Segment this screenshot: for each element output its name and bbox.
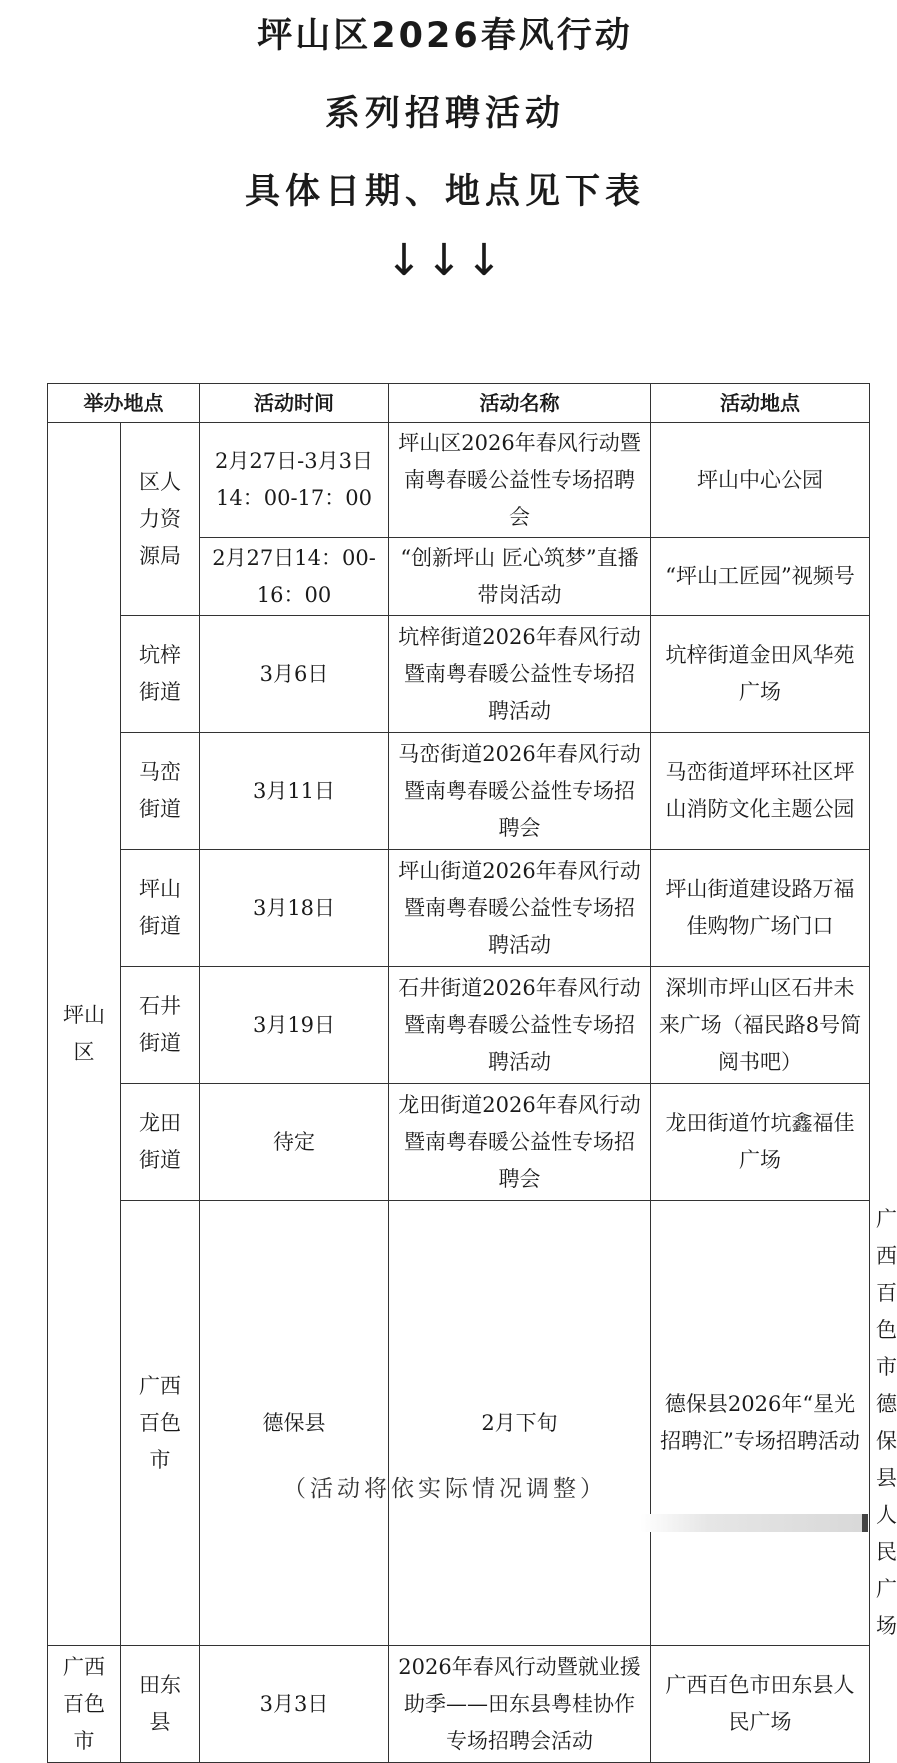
sub-unit: 坪山街道 [121, 850, 200, 967]
group-baise: 广西百色市 [48, 1646, 121, 1763]
header-time: 活动时间 [200, 384, 389, 423]
activity-time: 3月6日 [200, 616, 389, 733]
table-row [48, 967, 870, 1084]
table-row [48, 850, 870, 967]
title-line-2: 系列招聘活动 [324, 94, 565, 134]
activity-venue: 深圳市坪山区石井未来广场（福民路8号简阅书吧） [651, 967, 870, 1084]
scrollbar-thumb[interactable] [862, 1514, 868, 1532]
activity-name: “创新坪山 匠心筑梦”直播带岗活动 [389, 538, 651, 616]
table-row [48, 1646, 870, 1763]
table-row [48, 733, 870, 850]
activity-name: 坪山街道2026年春风行动暨南粤春暖公益性专场招聘活动 [389, 850, 651, 967]
sub-unit: 马峦街道 [121, 733, 200, 850]
down-arrow-icon: ↓ [385, 235, 425, 286]
activity-time: 3月3日 [200, 1646, 389, 1763]
header-venue: 活动地点 [651, 384, 870, 423]
sub-unit: 石井街道 [121, 967, 200, 1084]
title-line-3: 具体日期、地点见下表 [244, 172, 645, 212]
horizontal-scrollbar[interactable] [640, 1514, 868, 1532]
table-row [48, 1084, 870, 1201]
activity-time: 2月27日14：00-16：00 [200, 538, 389, 616]
activity-venue: 坑梓街道金田风华苑广场 [651, 616, 870, 733]
activity-name: 石井街道2026年春风行动暨南粤春暖公益性专场招聘活动 [389, 967, 651, 1084]
down-arrow-icon: ↓ [425, 235, 465, 286]
sub-unit: 德保县 [200, 1201, 389, 1646]
table-row [48, 423, 870, 538]
header-name: 活动名称 [389, 384, 651, 423]
activity-time: 2月27日-3月3日 14：00-17：00 [200, 423, 389, 538]
activity-venue: 广西百色市田东县人民广场 [651, 1646, 870, 1763]
down-arrow-icon: ↓ [465, 235, 505, 286]
title-line-1: 坪山区2026春风行动 [257, 16, 633, 56]
table-row [48, 616, 870, 733]
header-host: 举办地点 [48, 384, 200, 423]
activity-time: 3月11日 [200, 733, 389, 850]
activity-name: 坑梓街道2026年春风行动暨南粤春暖公益性专场招聘活动 [389, 616, 651, 733]
activity-venue: 坪山中心公园 [651, 423, 870, 538]
activity-venue: 龙田街道竹坑鑫福佳广场 [651, 1084, 870, 1201]
activity-name: 2026年春风行动暨就业援助季——田东县粤桂协作专场招聘会活动 [389, 1646, 651, 1763]
activity-time: 2月下旬 [389, 1201, 651, 1646]
activity-time: 3月19日 [200, 967, 389, 1084]
table-header-row [48, 384, 870, 423]
activity-name: 龙田街道2026年春风行动暨南粤春暖公益性专场招聘会 [389, 1084, 651, 1201]
sub-unit: 坑梓街道 [121, 616, 200, 733]
recruitment-schedule-table [47, 383, 897, 1763]
activity-name: 马峦街道2026年春风行动暨南粤春暖公益性专场招聘会 [389, 733, 651, 850]
activity-name: 坪山区2026年春风行动暨南粤春暖公益性专场招聘会 [389, 423, 651, 538]
activity-time: 待定 [200, 1084, 389, 1201]
sub-unit: 区人力资源局 [121, 423, 200, 616]
sub-unit: 田东县 [121, 1646, 200, 1763]
group-baise: 广西百色市 [121, 1201, 200, 1646]
activity-time: 3月18日 [200, 850, 389, 967]
activity-venue: “坪山工匠园”视频号 [651, 538, 870, 616]
table-row: 广西百色市 德保县 2月下旬 德保县2026年“星光招聘汇”专场招聘活动 广西百色市德保县人民广场 [48, 1201, 870, 1646]
group-pingshan: 坪山区 [48, 423, 121, 1646]
down-arrows [0, 236, 890, 286]
activity-venue: 坪山街道建设路万福佳购物广场门口 [651, 850, 870, 967]
activity-venue: 马峦街道坪环社区坪山消防文化主题公园 [651, 733, 870, 850]
sub-unit: 龙田街道 [121, 1084, 200, 1201]
footer-note: （活动将依实际情况调整） [283, 1476, 607, 1502]
activity-name: 德保县2026年“星光招聘汇”专场招聘活动 [651, 1201, 870, 1646]
